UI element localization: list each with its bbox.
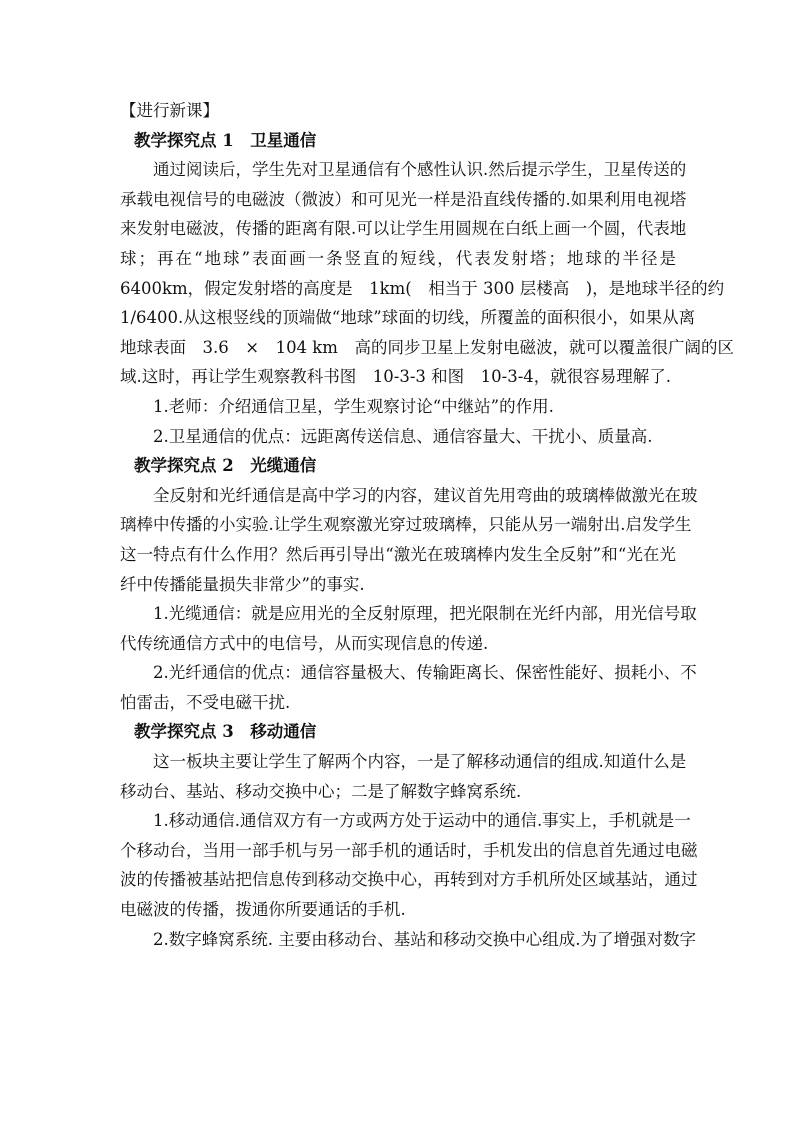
p2-line-4: 纤中传播能量损失非常少”的事实. (120, 574, 365, 594)
heading-point-1: 教学探究点 1 卫星通信 (134, 130, 317, 150)
p3-item-1-line-3: 波的传播被基站把信息传到移动交换中心，再转到对方手机所处区域基站，通过 (120, 870, 698, 890)
p1-line-6: 1/6400.从这根竖线的顶端做“地球”球面的切线，所覆盖的面积很小，如果从离 (120, 308, 696, 328)
p2-line-1: 全反射和光纤通信是高中学习的内容，建议首先用弯曲的玻璃棒做激光在玻 (153, 485, 698, 505)
p2-item-2-line-1: 2.光纤通信的优点：通信容量极大、传输距离长、保密性能好、损耗小、不 (153, 663, 697, 683)
p1-line-1: 通过阅读后，学生先对卫星通信有个感性认识.然后提示学生，卫星传送的 (153, 160, 687, 180)
document-page (120, 96, 734, 954)
p1-line-4: 球；再在“地球”表面画一条竖直的短线，代表发射塔；地球的半径是 (120, 248, 676, 268)
p2-item-1-line-1: 1.光缆通信：就是应用光的全反射原理，把光限制在光纤内部，用光信号取 (153, 604, 697, 624)
p3-line-1: 这一板块主要让学生了解两个内容，一是了解移动通信的组成.知道什么是 (153, 752, 687, 772)
p2-line-2: 璃棒中传播的小实验.让学生观察激光穿过玻璃棒，只能从另一端射出.启发学生 (120, 515, 692, 535)
p1-line-5: 6400km，假定发射塔的高度是 1km( 相当于 300 层楼高 )，是地球半径的约 (120, 278, 725, 298)
heading-point-3: 教学探究点 3 移动通信 (134, 722, 317, 742)
p1-line-8: 域.这时，再让学生观察教科书图 10-3-3 和图 10-3-4，就很容易理解了. (120, 367, 672, 387)
p3-item-1-line-1: 1.移动通信.通信双方有一方或两方处于运动中的通信.事实上，手机就是一 (153, 811, 691, 831)
p2-item-2-line-2: 怕雷击，不受电磁干扰. (120, 692, 291, 712)
p1-line-3: 来发射电磁波，传播的距离有限.可以让学生用圆规在白纸上画一个圆，代表地 (120, 219, 687, 239)
p2-item-1-line-2: 代传统通信方式中的电信号，从而实现信息的传递. (120, 633, 489, 653)
p3-item-1-line-2: 个移动台，当用一部手机与另一部手机的通话时，手机发出的信息首先通过电磁 (120, 840, 698, 860)
p3-item-2-line-1: 2.数字蜂窝系统. 主要由移动台、基站和移动交换中心组成.为了增强对数字 (153, 929, 696, 949)
p1-line-2: 承载电视信号的电磁波（微波）和可见光一样是沿直线传播的.如果利用电视塔 (120, 189, 687, 209)
p1-item-2: 2.卫星通信的优点：远距离传送信息、通信容量大、干扰小、质量高. (153, 426, 653, 446)
p3-line-2: 移动台、基站、移动交换中心；二是了解数字蜂窝系统. (120, 781, 522, 801)
p2-line-3: 这一特点有什么作用？然后再引导出“激光在玻璃棒内发生全反射”和“光在光 (120, 544, 676, 564)
p1-line-7: 地球表面 3.6 × 104 km 高的同步卫星上发射电磁波，就可以覆盖很广阔的区 (120, 337, 734, 357)
heading-point-2: 教学探究点 2 光缆通信 (134, 456, 317, 476)
p3-item-1-line-4: 电磁波的传播，拨通你所要通话的手机. (120, 900, 406, 920)
p1-item-1: 1.老师：介绍通信卫星，学生观察讨论“中继站”的作用. (153, 396, 554, 416)
section-label: 【进行新课】 (120, 101, 219, 120)
